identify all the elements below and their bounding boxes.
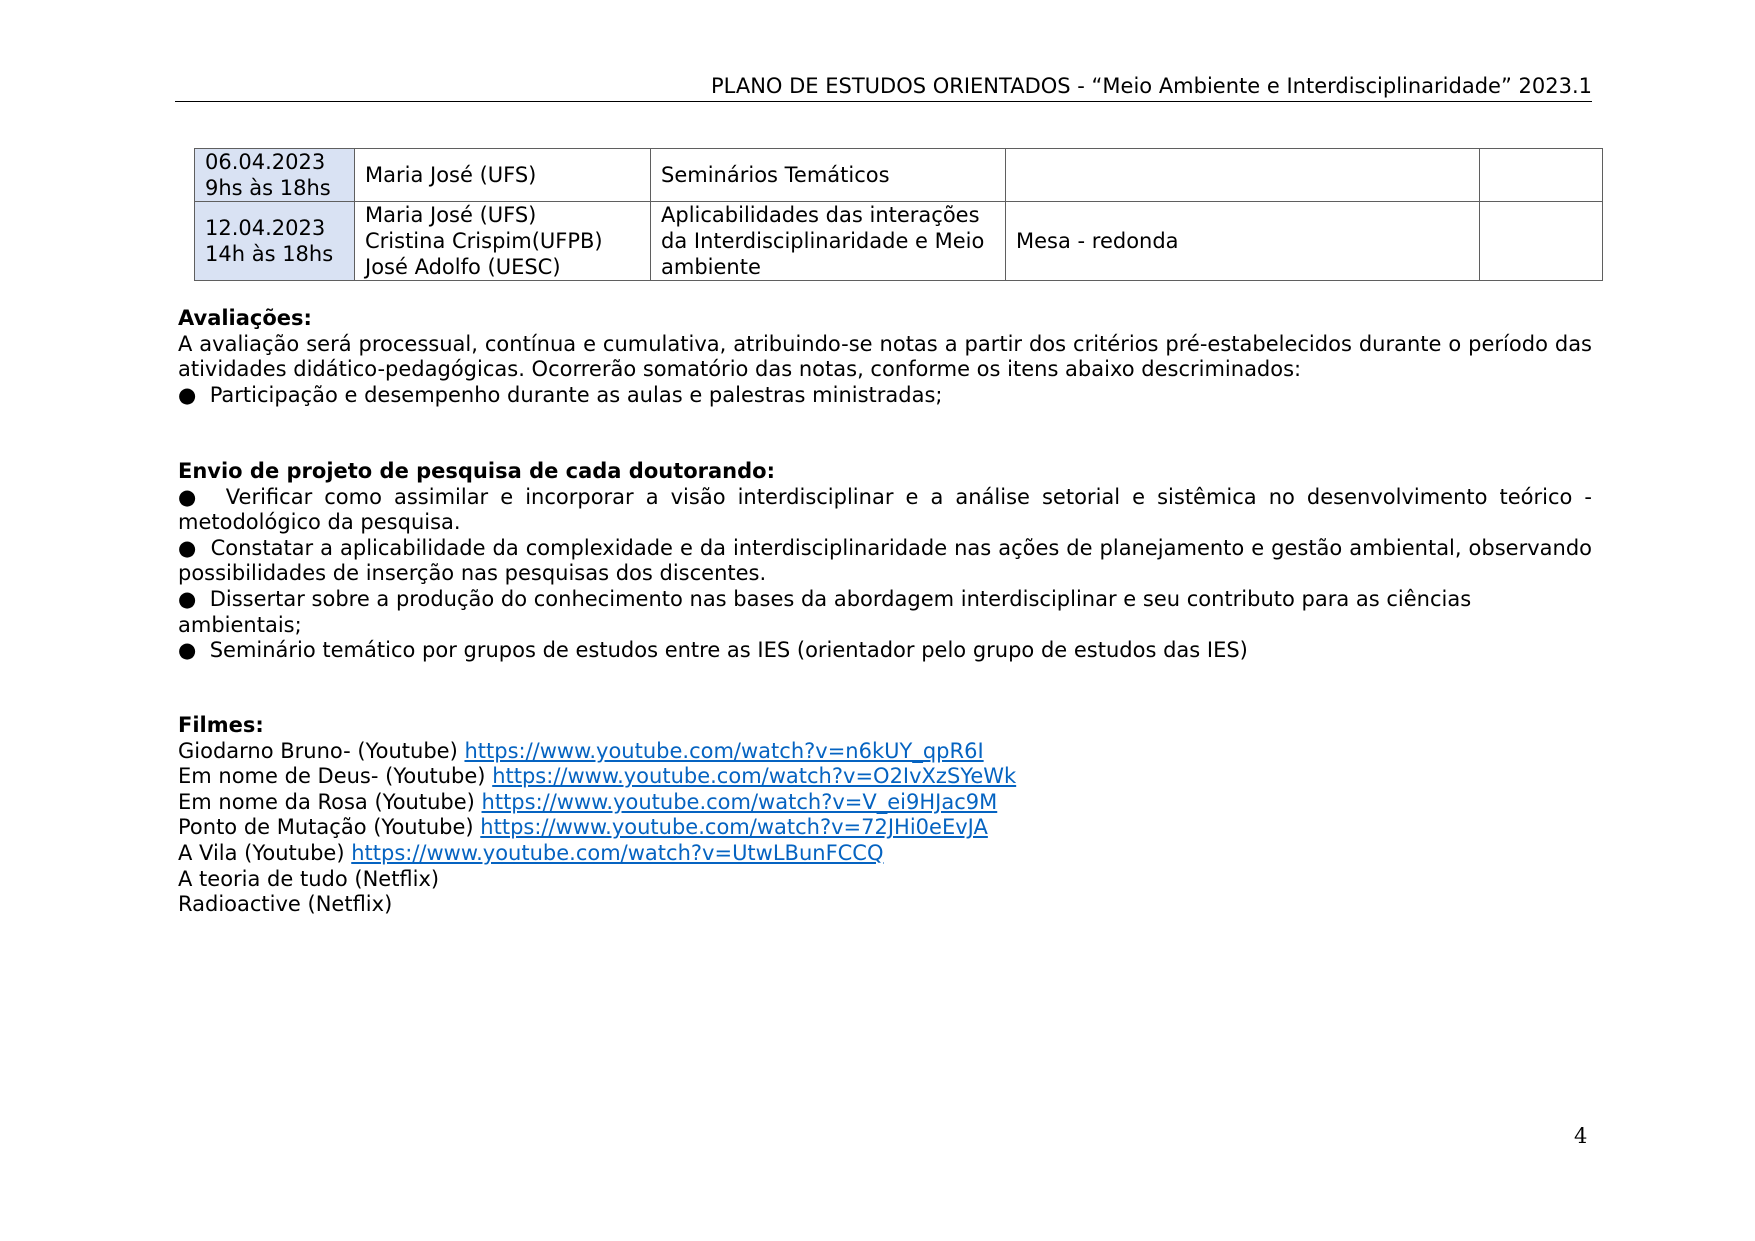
bullet-icon: ● — [178, 586, 197, 611]
film-title: Em nome de Deus- (Youtube) — [178, 764, 486, 789]
bullet-icon: ● — [178, 638, 197, 663]
schedule-table — [194, 148, 1603, 281]
speaker-text: Maria José (UFS) — [365, 163, 537, 187]
film-item — [178, 841, 1592, 867]
page-header: PLANO DE ESTUDOS ORIENTADOS - “Meio Ambiente e Interdisciplinaridade” 2023.1 — [710, 74, 1592, 98]
list-item-text: Verificar como assimilar e incorporar a visão interdisciplinar e a análise setorial e sistêmica no desenvolvimento teórico - metodológico da pesquisa. — [178, 484, 1593, 535]
list-item — [178, 383, 1592, 409]
film-item — [178, 892, 1592, 918]
topic-text: Seminários Temáticos — [661, 163, 890, 187]
speaker-text: Cristina Crispim(UFPB) — [365, 229, 603, 253]
bullet-icon: ● — [178, 382, 197, 407]
topic-cell — [651, 149, 1006, 202]
avaliacoes-section — [178, 306, 1592, 408]
list-item-text: Participação e desempenho durante as aulas e palestras ministradas; — [209, 382, 943, 407]
table-row — [195, 149, 1603, 202]
time-text: 9hs às 18hs — [205, 176, 331, 200]
avaliacoes-paragraph: A avaliação será processual, contínua e cumulativa, atribuindo-se notas a partir dos critérios pré-estabelecidos durante o período das atividades didático-pedagógicas. Ocorrerão somatório das notas, conforme os itens abaixo descriminados: — [178, 331, 1592, 382]
list-item — [178, 536, 1592, 587]
table-row — [195, 202, 1603, 281]
filmes-section — [178, 713, 1592, 918]
film-item — [178, 867, 1592, 893]
date-text: 06.04.2023 — [205, 150, 326, 174]
topic-text: da Interdisciplinaridade e Meio — [661, 229, 985, 253]
topic-cell — [651, 202, 1006, 281]
bullet-icon: ● — [178, 484, 202, 509]
list-item — [178, 587, 1592, 638]
date-text: 12.04.2023 — [205, 216, 326, 240]
extra-cell — [1480, 202, 1603, 281]
filmes-heading: Filmes: — [178, 713, 264, 737]
list-item-text: Seminário temático por grupos de estudos entre as IES (orientador pelo grupo de estudos das IES) — [209, 638, 1248, 663]
film-title: Giodarno Bruno- (Youtube) — [178, 738, 458, 763]
list-item-text: Dissertar sobre a produção do conhecimento nas bases da abordagem interdisciplinar e seu contributo para as ciências ambientais; — [178, 586, 1472, 637]
topic-text: ambiente — [661, 255, 761, 279]
speakers-cell — [355, 149, 651, 202]
extra-cell — [1480, 149, 1603, 202]
film-link[interactable]: https://www.youtube.com/watch?v=n6kUY_qpR6I — [464, 738, 984, 763]
film-title: Em nome da Rosa (Youtube) — [178, 789, 475, 814]
date-cell — [195, 202, 355, 281]
film-link[interactable]: https://www.youtube.com/watch?v=V_ei9HJac9M — [481, 789, 998, 814]
envio-heading: Envio de projeto de pesquisa de cada doutorando: — [178, 459, 775, 483]
film-title: A Vila (Youtube) — [178, 840, 345, 865]
speaker-text: Maria José (UFS) — [365, 203, 537, 227]
film-item — [178, 790, 1592, 816]
date-cell — [195, 149, 355, 202]
envio-section — [178, 459, 1592, 664]
film-title: Radioactive (Netflix) — [178, 892, 393, 917]
list-item-text: Constatar a aplicabilidade da complexidade e da interdisciplinaridade nas ações de planejamento e gestão ambiental, observando possibilidades de inserção nas pesquisas dos discentes. — [178, 535, 1592, 586]
time-text: 14h às 18hs — [205, 242, 334, 266]
page-number: 4 — [1574, 1124, 1588, 1148]
film-link[interactable]: https://www.youtube.com/watch?v=72JHi0eEvJA — [480, 815, 988, 840]
list-item — [178, 638, 1592, 664]
film-link[interactable]: https://www.youtube.com/watch?v=UtwLBunFCCQ — [351, 840, 884, 865]
format-cell — [1006, 149, 1480, 202]
list-item — [178, 485, 1592, 536]
format-cell: Mesa - redonda — [1006, 202, 1480, 281]
film-title: Ponto de Mutação (Youtube) — [178, 815, 474, 840]
speakers-cell — [355, 202, 651, 281]
film-item — [178, 815, 1592, 841]
film-item — [178, 739, 1592, 765]
film-link[interactable]: https://www.youtube.com/watch?v=O2IvXzSYeWk — [492, 764, 1017, 789]
speaker-text: José Adolfo (UESC) — [365, 255, 561, 279]
avaliacoes-heading: Avaliações: — [178, 306, 312, 330]
bullet-icon: ● — [178, 535, 197, 560]
film-item — [178, 764, 1592, 790]
topic-text: Aplicabilidades das interações — [661, 203, 980, 227]
header-rule — [175, 101, 1592, 102]
film-title: A teoria de tudo (Netflix) — [178, 866, 440, 891]
